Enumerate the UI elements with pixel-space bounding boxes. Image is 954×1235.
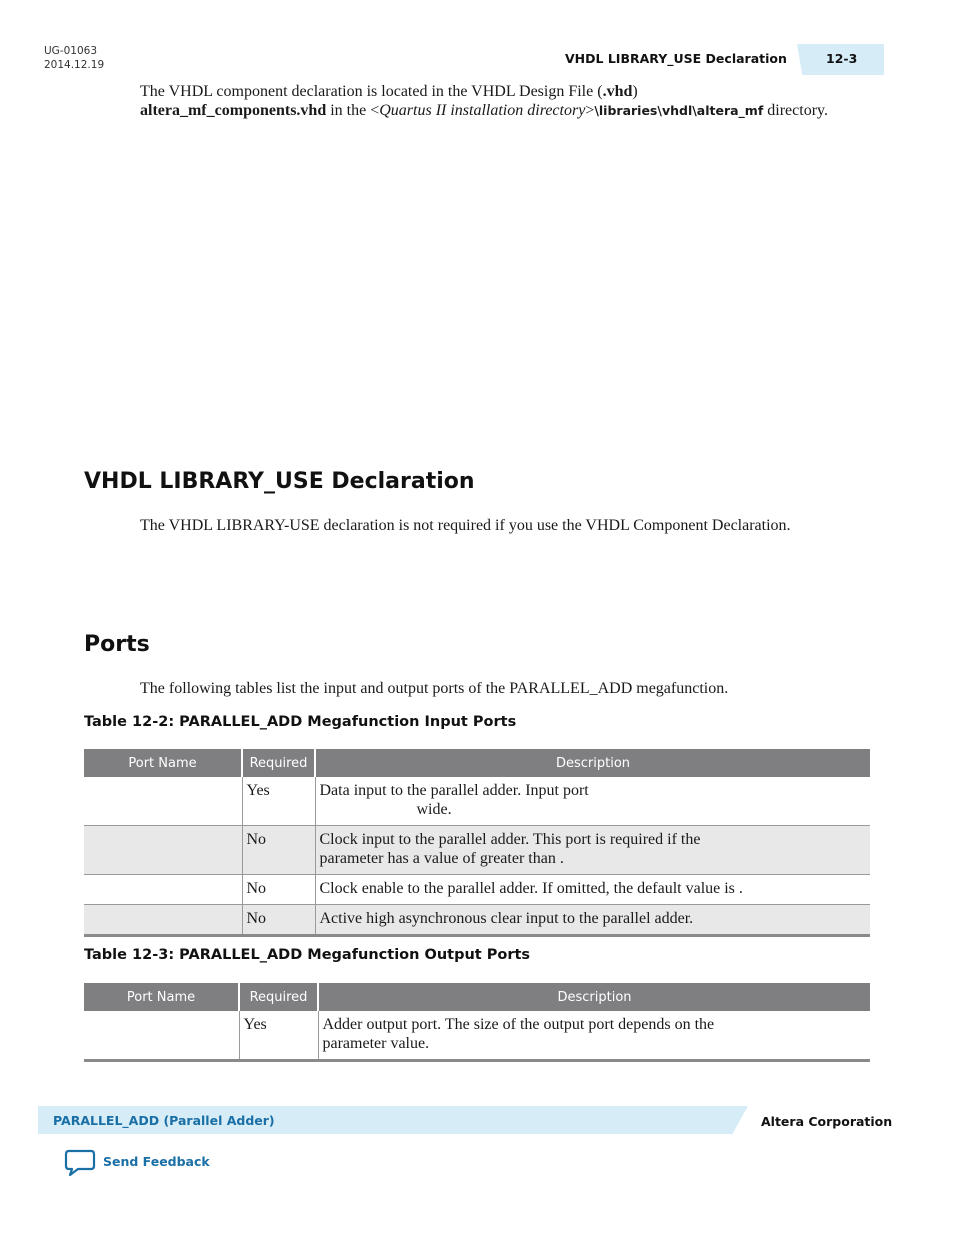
required-cell: Yes xyxy=(242,777,315,826)
required-cell: No xyxy=(242,826,315,875)
doc-id: UG-01063 xyxy=(44,45,98,57)
table-row xyxy=(84,826,870,875)
section-heading-ports: Ports xyxy=(84,632,150,657)
output-table-caption: Table 12-3: PARALLEL_ADD Megafunction Output Ports xyxy=(84,947,531,963)
description-cell: Clock enable to the parallel adder. If omitted, the default value is . xyxy=(315,875,870,905)
required-cell: No xyxy=(242,905,315,936)
port-name-cell xyxy=(84,905,242,936)
column-header-port-name: Port Name xyxy=(84,749,242,777)
library-path: \libraries\vhdl\altera_mf xyxy=(594,103,764,118)
required-cell: No xyxy=(242,875,315,905)
description-cell: Data input to the parallel adder. Input port wide. xyxy=(315,777,870,826)
section-heading-library-use: VHDL LIBRARY_USE Declaration xyxy=(84,469,475,494)
table-row xyxy=(84,777,870,826)
feedback-speech-bubble-icon[interactable] xyxy=(64,1149,96,1182)
footer-company: Altera Corporation xyxy=(761,1114,893,1129)
port-name-cell xyxy=(84,826,242,875)
table-header-row xyxy=(84,983,870,1011)
column-header-required: Required xyxy=(239,983,318,1011)
input-ports-table xyxy=(84,749,870,937)
header-section-title: VHDL LIBRARY_USE Declaration xyxy=(565,51,787,66)
input-table-caption: Table 12-2: PARALLEL_ADD Megafunction Input Ports xyxy=(84,714,517,730)
ports-paragraph: The following tables list the input and output ports of the PARALLEL_ADD megafunction. xyxy=(140,680,729,697)
output-ports-table xyxy=(84,983,870,1062)
column-header-required: Required xyxy=(242,749,315,777)
column-header-description: Description xyxy=(318,983,870,1011)
component-declaration-paragraph: The VHDL component declaration is located in the VHDL Design File (.vhd) altera_mf_components.vhd in the <Quartus II installation directory>\libraries\vhdl\altera_mf directory. xyxy=(140,83,828,119)
doc-date: 2014.12.19 xyxy=(44,59,105,71)
send-feedback-link[interactable]: Send Feedback xyxy=(103,1154,210,1169)
table-row xyxy=(84,875,870,905)
footer-chapter-link[interactable]: PARALLEL_ADD (Parallel Adder) xyxy=(53,1113,275,1128)
install-directory: Quartus II installation directory xyxy=(379,102,586,119)
table-header-row xyxy=(84,749,870,777)
column-header-port-name: Port Name xyxy=(84,983,239,1011)
port-name-cell xyxy=(84,777,242,826)
column-header-description: Description xyxy=(315,749,870,777)
library-use-paragraph: The VHDL LIBRARY-USE declaration is not required if you use the VHDL Component Declaration. xyxy=(140,517,791,534)
description-cell: Active high asynchronous clear input to the parallel adder. xyxy=(315,905,870,936)
description-cell: Clock input to the parallel adder. This port is required if the parameter has a value of greater than . xyxy=(315,826,870,875)
port-name-cell xyxy=(84,875,242,905)
vhd-extension: .vhd xyxy=(602,83,633,100)
table-row xyxy=(84,905,870,936)
document-id xyxy=(44,44,104,72)
required-cell: Yes xyxy=(239,1011,318,1061)
table-row xyxy=(84,1011,870,1061)
port-name-cell xyxy=(84,1011,239,1061)
page-number: 12-3 xyxy=(826,51,858,66)
description-cell: Adder output port. The size of the output port depends on the parameter value. xyxy=(318,1011,870,1061)
components-filename: altera_mf_components.vhd xyxy=(140,102,327,119)
